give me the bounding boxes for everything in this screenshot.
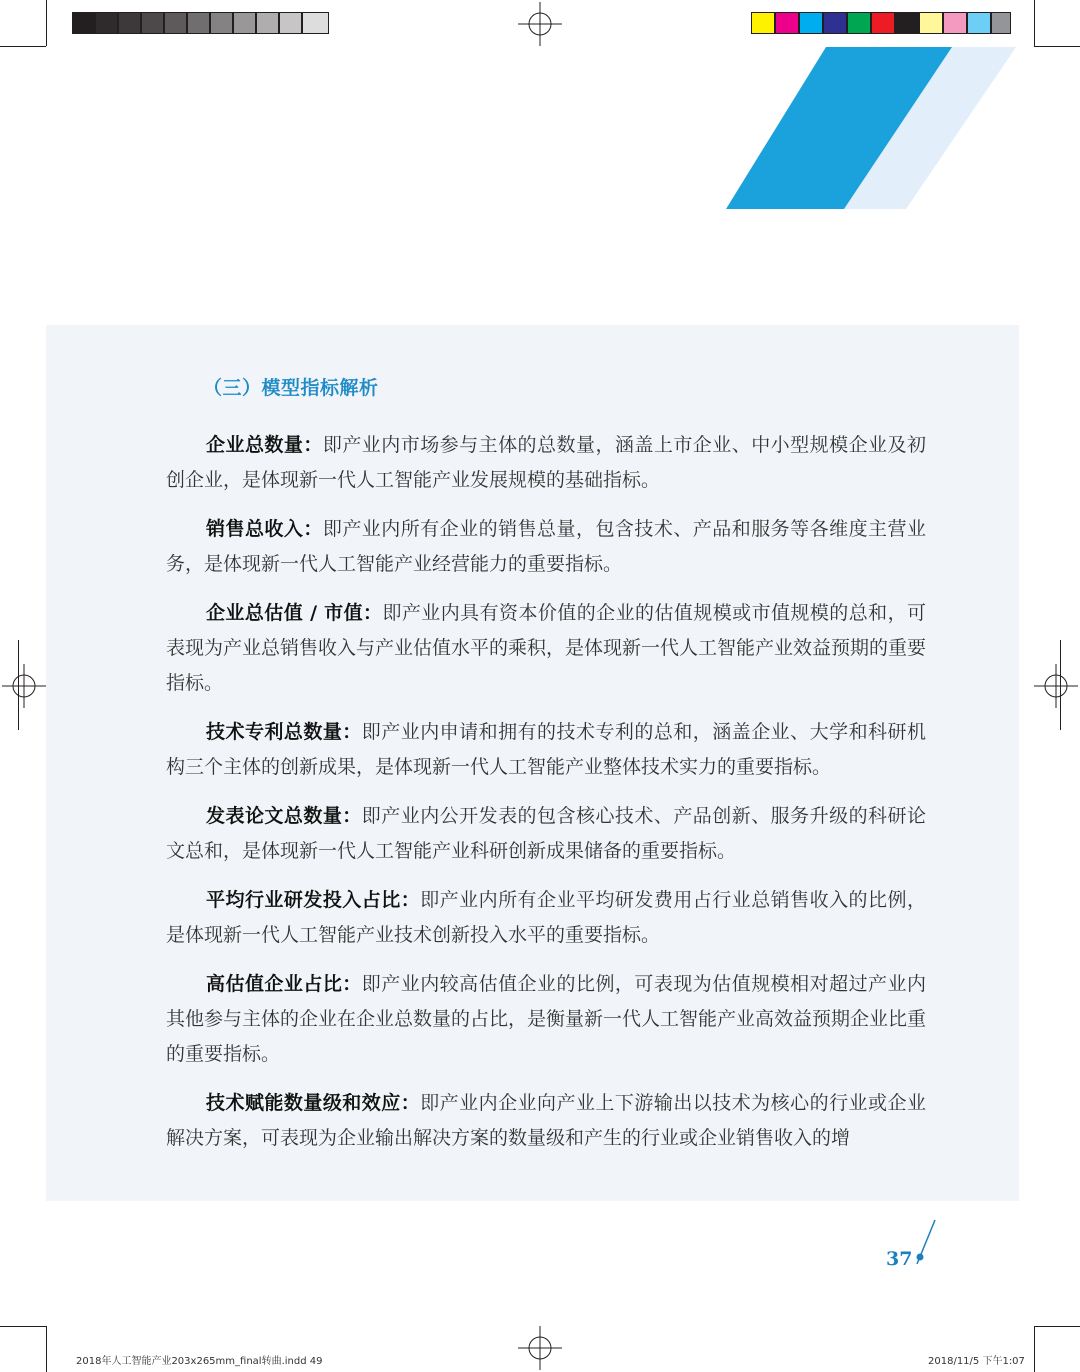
crop-mark bbox=[46, 1326, 47, 1372]
crop-mark bbox=[1034, 1326, 1080, 1327]
registration-tick bbox=[1060, 640, 1061, 730]
definition-paragraph bbox=[166, 512, 926, 582]
page-number-slash-icon bbox=[910, 1218, 940, 1270]
definition-paragraph bbox=[166, 715, 926, 785]
definition-paragraph bbox=[166, 596, 926, 701]
definition-term: 高估值企业占比： bbox=[206, 973, 362, 995]
gray-swatch bbox=[164, 12, 187, 34]
gray-swatch bbox=[141, 12, 164, 34]
definition-paragraph bbox=[166, 799, 926, 869]
definition-paragraph bbox=[166, 883, 926, 953]
gray-swatch bbox=[256, 12, 279, 34]
definition-term: 技术专利总数量： bbox=[206, 721, 362, 743]
definition-text: 即产业内较高估值企业的比例，可表现为估值规模相对超过产业内其他参与主体的企业在企业总数量的占比，是衡量新一代人工智能产业高效益预期企业比重的重要指标。 bbox=[166, 973, 927, 1065]
registration-target-icon bbox=[518, 1326, 562, 1370]
definition-paragraph bbox=[166, 967, 926, 1072]
color-swatch bbox=[871, 12, 895, 34]
gray-swatch bbox=[187, 12, 210, 34]
definition-text: 即产业内申请和拥有的技术专利的总和，涵盖企业、大学和科研机构三个主体的创新成果，是体现新一代人工智能产业整体技术实力的重要指标。 bbox=[166, 721, 926, 778]
section-heading: （三）模型指标解析 bbox=[203, 377, 379, 399]
definition-term: 企业总估值 / 市值： bbox=[206, 602, 383, 624]
definition-term: 发表论文总数量： bbox=[206, 805, 362, 827]
crop-mark bbox=[46, 0, 47, 46]
gray-swatch bbox=[210, 12, 233, 34]
color-swatch bbox=[823, 12, 847, 34]
color-swatch bbox=[775, 12, 799, 34]
definition-text: 即产业内市场参与主体的总数量，涵盖上市企业、中小型规模企业及初创企业，是体现新一代人工智能产业发展规模的基础指标。 bbox=[166, 434, 926, 491]
definition-term: 平均行业研发投入占比： bbox=[206, 889, 421, 911]
color-swatch bbox=[847, 12, 871, 34]
crop-mark bbox=[1034, 0, 1035, 46]
slug-filename: 2018年人工智能产业203x265mm_final转曲.indd 49 bbox=[76, 1356, 323, 1367]
definition-text: 即产业内所有企业平均研发费用占行业总销售收入的比例，是体现新一代人工智能产业技术创新投入水平的重要指标。 bbox=[166, 889, 926, 946]
definition-text: 即产业内企业向产业上下游输出以技术为核心的行业或企业解决方案，可表现为企业输出解决方案的数量级和产生的行业或企业销售收入的增 bbox=[166, 1092, 926, 1149]
crop-mark bbox=[1034, 1326, 1035, 1372]
page-number: 37 bbox=[886, 1248, 913, 1270]
registration-target-icon bbox=[2, 664, 46, 708]
color-swatch bbox=[799, 12, 823, 34]
color-swatch bbox=[943, 12, 967, 34]
gray-swatch bbox=[72, 12, 95, 34]
color-swatch bbox=[895, 12, 919, 34]
crop-mark bbox=[0, 1326, 46, 1327]
color-swatch bbox=[991, 12, 1011, 34]
definition-term: 企业总数量： bbox=[206, 434, 323, 456]
crop-mark bbox=[1034, 46, 1080, 47]
gray-swatch bbox=[233, 12, 256, 34]
gray-swatch bbox=[302, 12, 329, 34]
decorative-stripes bbox=[720, 44, 1020, 212]
gray-swatch bbox=[95, 12, 118, 34]
color-swatch bbox=[967, 12, 991, 34]
registration-target-icon bbox=[1034, 664, 1078, 708]
definition-term: 技术赋能数量级和效应： bbox=[206, 1092, 421, 1114]
definition-text: 即产业内所有企业的销售总量，包含技术、产品和服务等各维度主营业务，是体现新一代人工智能产业经营能力的重要指标。 bbox=[166, 518, 926, 575]
definition-paragraph bbox=[166, 428, 926, 498]
registration-tick bbox=[18, 640, 19, 730]
definition-text: 即产业内公开发表的包含核心技术、产品创新、服务升级的科研论文总和，是体现新一代人工智能产业科研创新成果储备的重要指标。 bbox=[166, 805, 926, 862]
gray-swatch bbox=[279, 12, 302, 34]
slug-date: 2018/11/5 下午1:07 bbox=[928, 1356, 1025, 1367]
crop-mark bbox=[0, 46, 46, 47]
registration-target-icon bbox=[518, 2, 562, 46]
definition-text: 即产业内具有资本价值的企业的估值规模或市值规模的总和，可表现为产业总销售收入与产业估值水平的乘积，是体现新一代人工智能产业效益预期的重要指标。 bbox=[166, 602, 927, 694]
gray-swatch bbox=[118, 12, 141, 34]
definition-term: 销售总收入： bbox=[206, 518, 323, 540]
color-swatch bbox=[751, 12, 775, 34]
definition-paragraph bbox=[166, 1086, 926, 1156]
color-swatch bbox=[919, 12, 943, 34]
